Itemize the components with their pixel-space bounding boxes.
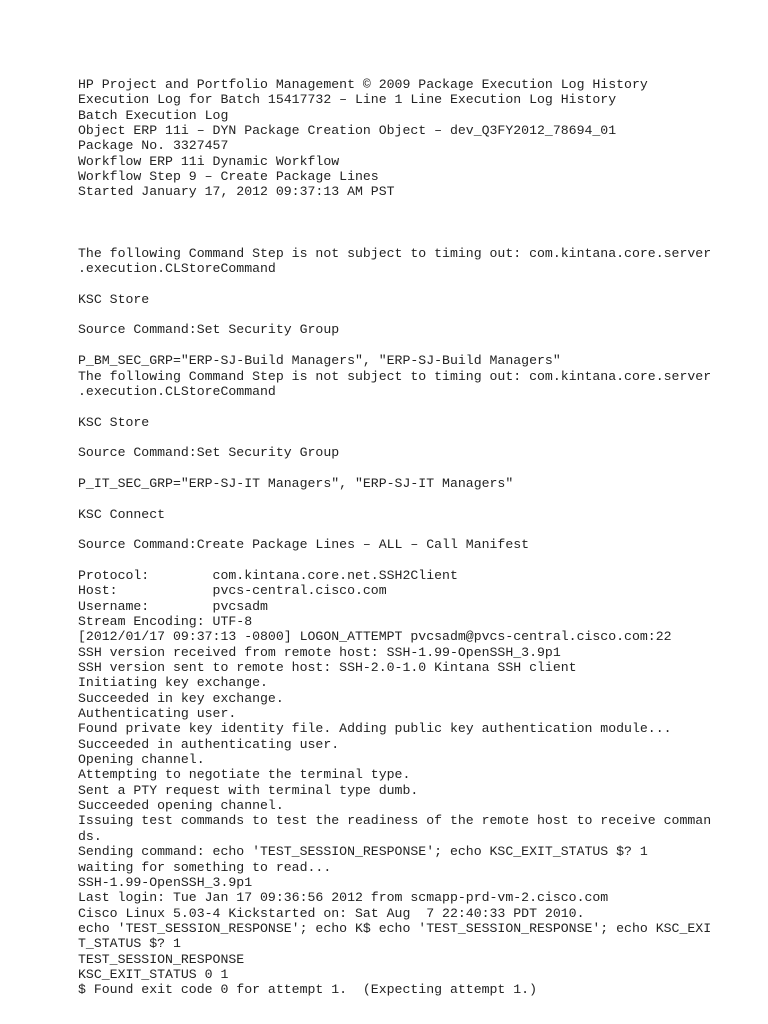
session-line: Cisco Linux 5.03-4 Kickstarted on: Sat Aug 7 22:40:33 PDT 2010.	[78, 905, 585, 921]
header-line: Object ERP 11i – DYN Package Creation Object – dev_Q3FY2012_78694_01	[78, 123, 617, 139]
session-line: Authenticating user.	[78, 706, 237, 722]
source-command: Source Command:Set Security Group	[78, 322, 340, 338]
timing-notice	[78, 369, 738, 400]
header-line: HP Project and Portfolio Management © 2009 Package Execution Log History	[78, 77, 648, 92]
header-line: Package No. 3327457	[78, 138, 229, 154]
session-line: SSH version sent to remote host: SSH-2.0-1.0 Kintana SSH client	[78, 660, 577, 676]
log-line: .execution.CLStoreCommand	[78, 261, 276, 277]
timing-notice	[78, 246, 738, 277]
session-line: Host: pvcs-central.cisco.com	[78, 583, 387, 599]
bm-sec-grp-line: P_BM_SEC_GRP="ERP-SJ-Build Managers", "ERP-SJ-Build Managers"	[78, 353, 561, 369]
session-line: Sending command: echo 'TEST_SESSION_RESPONSE'; echo KSC_EXIT_STATUS $? 1	[78, 844, 648, 860]
ksc-store-label: KSC Store	[78, 291, 150, 307]
session-line: Attempting to negotiate the terminal type.	[78, 767, 411, 783]
session-line: waiting for something to read...	[78, 859, 332, 875]
session-line: [2012/01/17 09:37:13 -0800] LOGON_ATTEMPT pvcsadm@pvcs-central.cisco.com:22	[78, 629, 672, 645]
session-line: Last login: Tue Jan 17 09:36:56 2012 from scmapp-prd-vm-2.cisco.com	[78, 890, 609, 906]
session-line: echo 'TEST_SESSION_RESPONSE'; echo K$ echo 'TEST_SESSION_RESPONSE'; echo KSC_EXI	[78, 920, 712, 936]
session-line: Protocol: com.kintana.core.net.SSH2Client	[78, 567, 458, 583]
header-line: Workflow Step 9 – Create Package Lines	[78, 169, 379, 185]
session-line: Issuing test commands to test the readiness of the remote host to receive comman	[78, 813, 712, 829]
session-line: ds.	[78, 828, 102, 844]
log-line: The following Command Step is not subject to timing out: com.kintana.core.server	[78, 368, 712, 384]
log-line: The following Command Step is not subject to timing out: com.kintana.core.server	[78, 245, 712, 261]
header-line: Workflow ERP 11i Dynamic Workflow	[78, 153, 340, 169]
session-line: SSH version received from remote host: SSH-1.99-OpenSSH_3.9p1	[78, 644, 561, 660]
session-line: Found private key identity file. Adding public key authentication module...	[78, 721, 672, 737]
log-line: .execution.CLStoreCommand	[78, 383, 276, 399]
session-line: Initiating key exchange.	[78, 675, 268, 691]
session-line: KSC_EXIT_STATUS 0 1	[78, 966, 229, 982]
session-line: T_STATUS $? 1	[78, 936, 181, 952]
it-sec-grp-line: P_IT_SEC_GRP="ERP-SJ-IT Managers", "ERP-SJ-IT Managers"	[78, 475, 514, 491]
session-line: TEST_SESSION_RESPONSE	[78, 951, 245, 967]
header-line: Batch Execution Log	[78, 107, 229, 123]
session-line: $ Found exit code 0 for attempt 1. (Expecting attempt 1.)	[78, 982, 537, 998]
session-line: Succeeded in key exchange.	[78, 690, 284, 706]
session-line: Stream Encoding: UTF-8	[78, 614, 253, 629]
log-document	[78, 77, 738, 998]
session-line: Succeeded in authenticating user.	[78, 736, 340, 752]
header-block	[78, 77, 738, 200]
header-line: Started January 17, 2012 09:37:13 AM PST	[78, 184, 395, 200]
ksc-connect-label: KSC Connect	[78, 506, 166, 522]
header-line: Execution Log for Batch 15417732 – Line 1 Line Execution Log History	[78, 92, 617, 108]
session-line: Opening channel.	[78, 752, 205, 768]
session-line: Sent a PTY request with terminal type dumb.	[78, 782, 419, 798]
source-command: Source Command:Create Package Lines – ALL – Call Manifest	[78, 537, 530, 553]
source-command: Source Command:Set Security Group	[78, 445, 340, 461]
session-line: Succeeded opening channel.	[78, 798, 284, 814]
ksc-store-label: KSC Store	[78, 414, 150, 430]
session-line: SSH-1.99-OpenSSH_3.9p1	[78, 874, 253, 890]
session-line: Username: pvcsadm	[78, 598, 268, 614]
session-log	[78, 568, 738, 998]
